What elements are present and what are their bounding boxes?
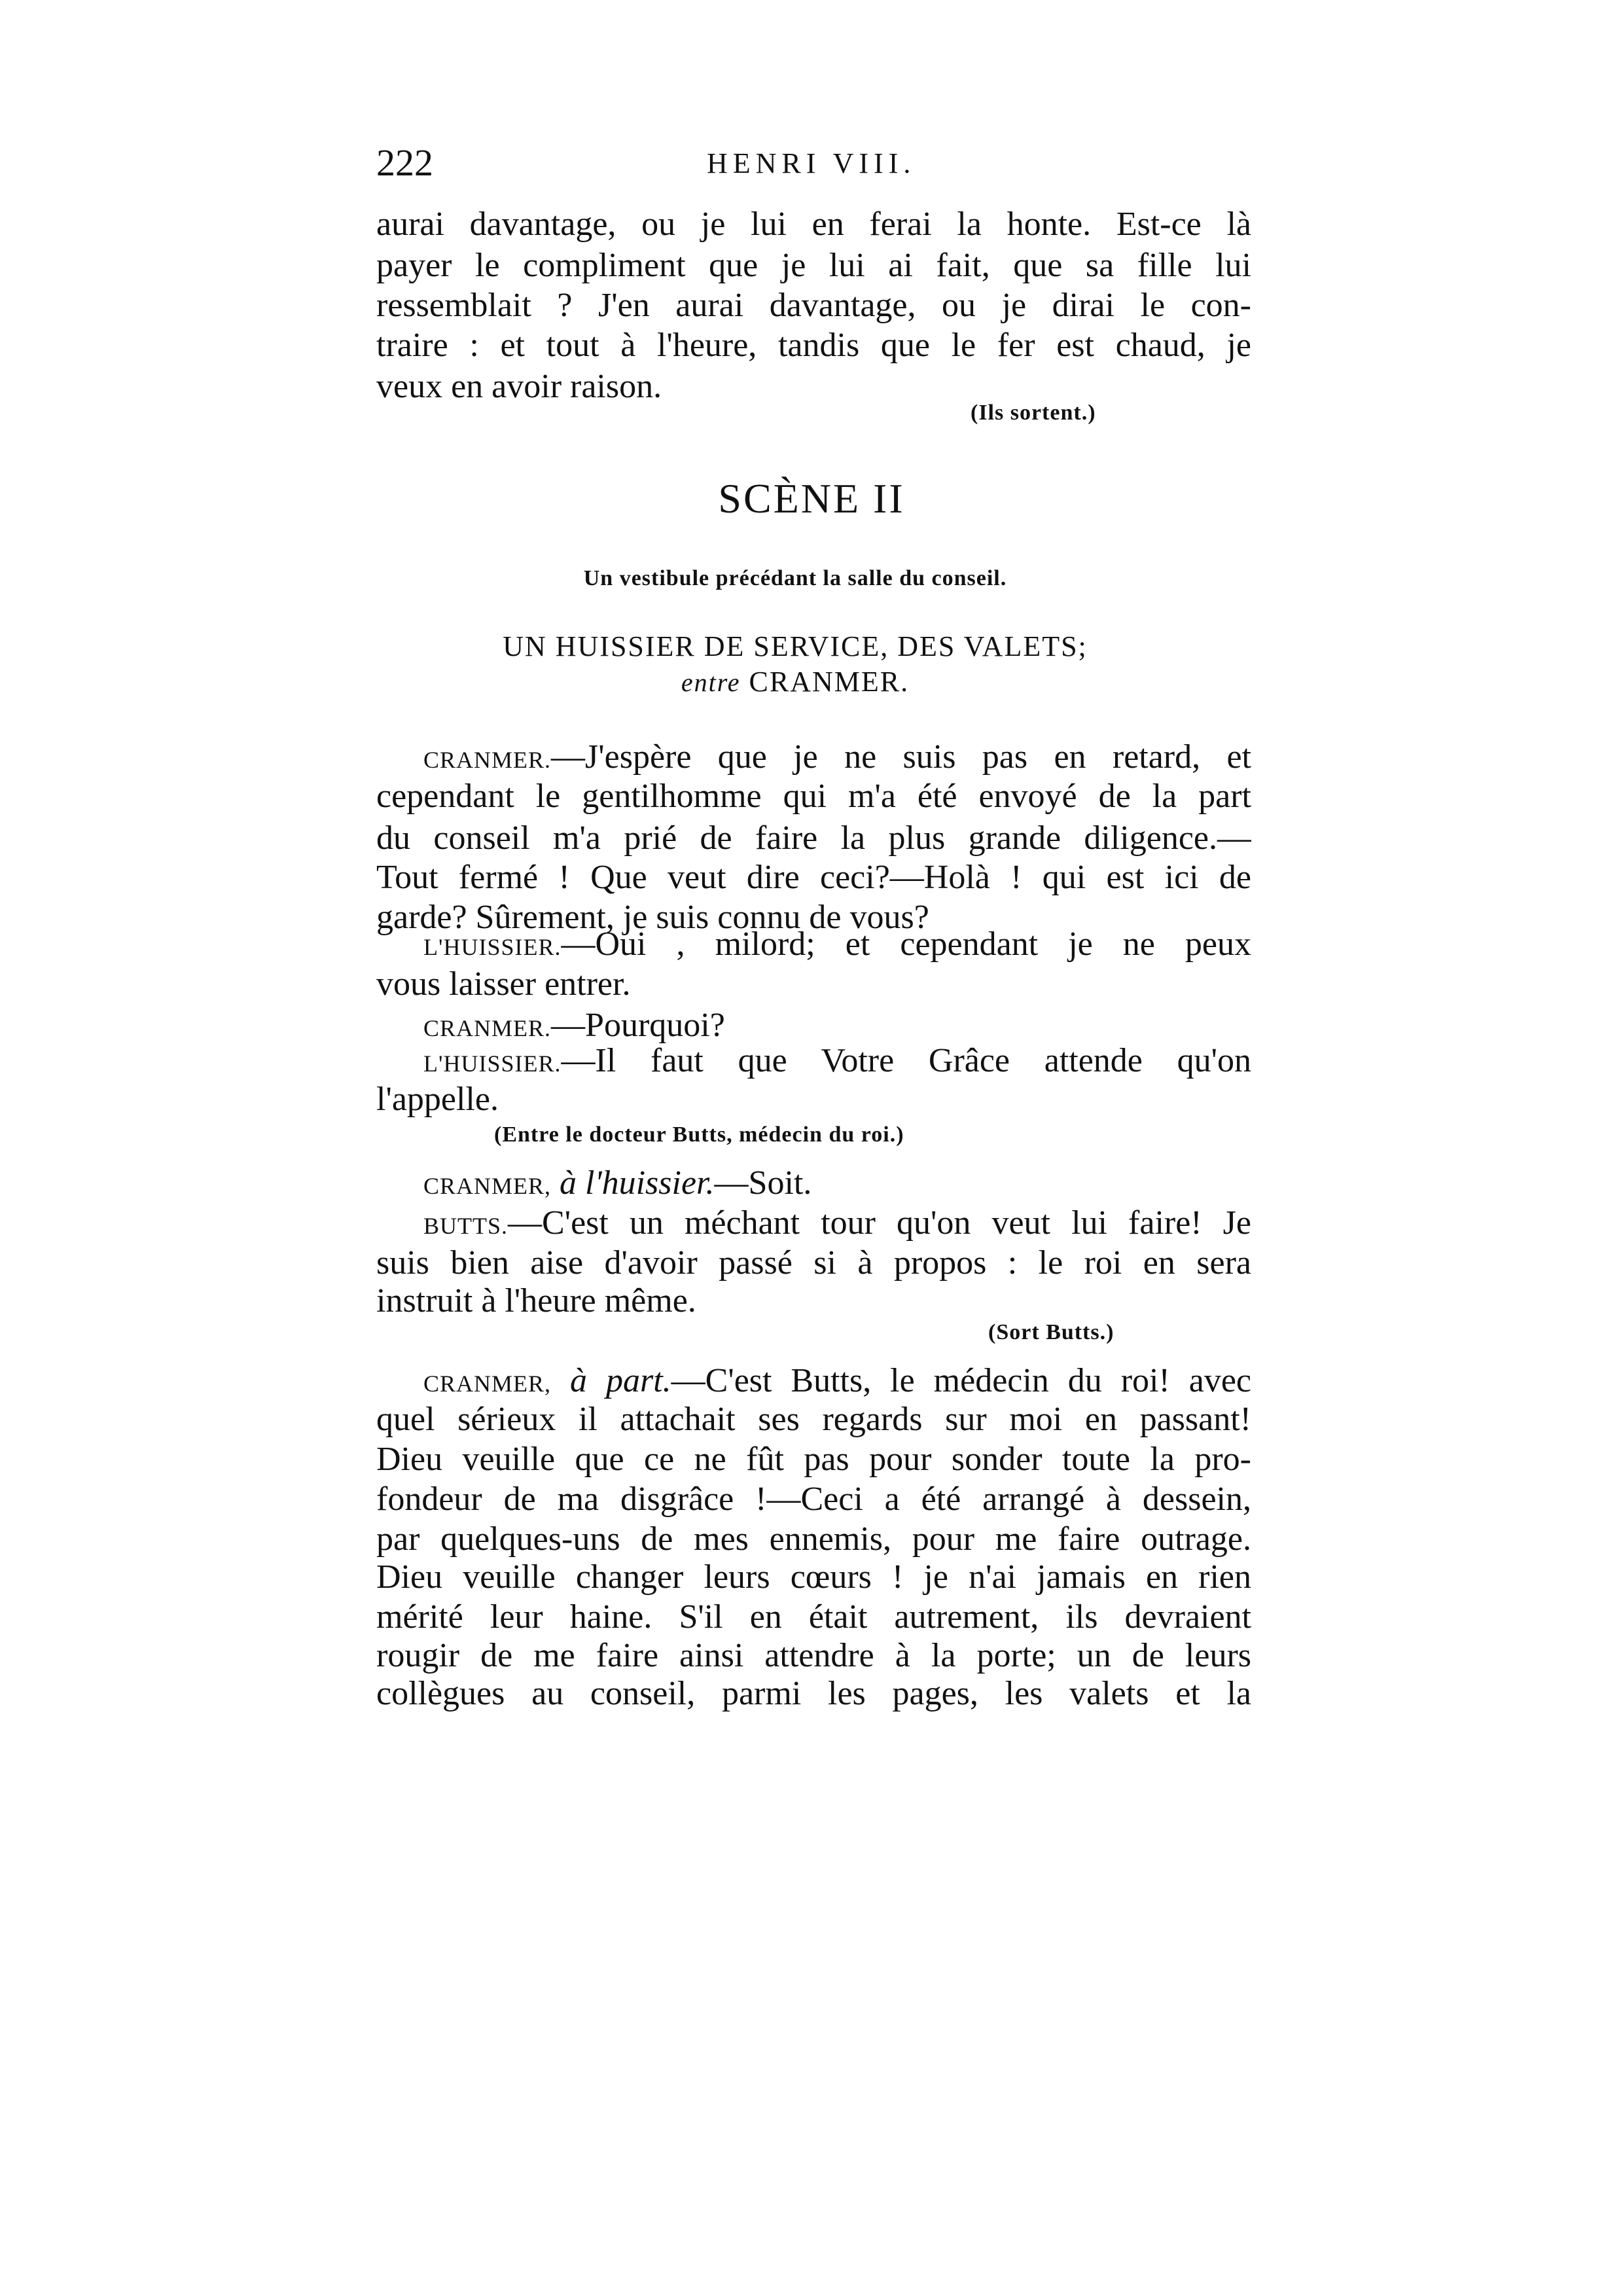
- speech-line: l'appelle.: [376, 1081, 499, 1118]
- text-line: veux en avoir raison.: [376, 368, 662, 405]
- scene-location: Un vestibule précédant la salle du conseil.: [583, 566, 1007, 590]
- speech-line: collègues au conseil, parmi les pages, les valets et la: [376, 1675, 1251, 1712]
- speech-line: garde? Sûrement, je suis connu de vous?: [376, 899, 929, 936]
- speech-line: suis bien aise d'avoir passé si à propos : le roi en sera: [376, 1244, 1251, 1282]
- speaker-name: L'HUISSIER.: [423, 934, 562, 960]
- stage-direction: (Sort Butts.): [988, 1320, 1115, 1344]
- text-line: payer le compliment que je lui ai fait, que sa fille lui: [376, 247, 1251, 284]
- entering-name: CRANMER.: [749, 666, 910, 698]
- speech-line: [423, 738, 1251, 777]
- page-number: 222: [376, 141, 433, 184]
- speaker-name: CRANMER,: [423, 1173, 552, 1199]
- speaker-name: CRANMER.: [423, 1015, 552, 1041]
- speech-text: —J'espère que je ne suis pas en retard, et: [551, 738, 1251, 776]
- entre-label: entre: [681, 668, 741, 697]
- speech-line: Dieu veuille changer leurs cœurs ! je n'ai jamais en rien: [376, 1558, 1251, 1596]
- speech-line: mérité leur haine. S'il en était autrement, ils devraient: [376, 1598, 1251, 1636]
- speech-line: instruit à l'heure même.: [376, 1282, 696, 1319]
- speech-text: —Soit.: [714, 1164, 812, 1202]
- speaker-name: BUTTS.: [423, 1213, 508, 1239]
- speech-line: [423, 1204, 1251, 1243]
- speaker-name: CRANMER,: [423, 1371, 552, 1397]
- text-line: ressemblait ? J'en aurai davantage, ou je dirai le con-: [376, 287, 1251, 324]
- speech-line: Dieu veuille que ce ne fût pas pour sonder toute la pro-: [376, 1441, 1251, 1478]
- speaker-name: CRANMER.: [423, 747, 552, 773]
- speech-line: fondeur de ma disgrâce !—Ceci a été arrangé à dessein,: [376, 1480, 1251, 1518]
- speech-line: rougir de me faire ainsi attendre à la porte; un de leurs: [376, 1637, 1251, 1674]
- speech-line: [423, 1041, 1251, 1081]
- text-line: traire : et tout à l'heure, tandis que le fer est chaud, je: [376, 327, 1251, 364]
- speech-text: —C'est Butts, le médecin du roi! avec: [671, 1362, 1251, 1399]
- speech-line: vous laisser entrer.: [376, 965, 631, 1003]
- speech-line: [423, 925, 1251, 964]
- running-title: HENRI VIII.: [707, 147, 916, 179]
- aside-direction: à part.: [570, 1362, 671, 1399]
- stage-direction: (Entre le docteur Butts, médecin du roi.): [494, 1122, 904, 1147]
- stage-direction: (Ils sortent.): [971, 401, 1096, 425]
- speech-line: [423, 1164, 1251, 1203]
- speaker-name: L'HUISSIER.: [423, 1050, 562, 1077]
- speech-line: [423, 1361, 1251, 1401]
- speech-text: —C'est un méchant tour qu'on veut lui faire! Je: [508, 1204, 1251, 1242]
- speech-text: —Il faut que Votre Grâce attende qu'on: [561, 1042, 1251, 1079]
- speech-line: Tout fermé ! Que veut dire ceci?—Holà ! qui est ici de: [376, 859, 1251, 896]
- speech-line: cependant le gentilhomme qui m'a été envoyé de la part: [376, 778, 1251, 815]
- text-line: aurai davantage, ou je lui en ferai la honte. Est-ce là: [376, 206, 1251, 243]
- scene-title: SCÈNE II: [718, 475, 905, 522]
- speech-line: du conseil m'a prié de faire la plus grande diligence.—: [376, 819, 1251, 857]
- speech-line: quel sérieux il attachait ses regards sur moi en passant!: [376, 1401, 1251, 1438]
- character-list: UN HUISSIER DE SERVICE, DES VALETS;: [503, 630, 1088, 662]
- speech-line: [423, 1006, 1251, 1045]
- entering-character: [0, 664, 1590, 701]
- speech-text: —Pourquoi?: [551, 1007, 725, 1044]
- speech-line: par quelques-uns de mes ennemis, pour me faire outrage.: [376, 1520, 1251, 1558]
- aside-direction: à l'huissier.: [560, 1164, 715, 1202]
- speech-text: —Oui , milord; et cependant je ne peux: [561, 925, 1251, 963]
